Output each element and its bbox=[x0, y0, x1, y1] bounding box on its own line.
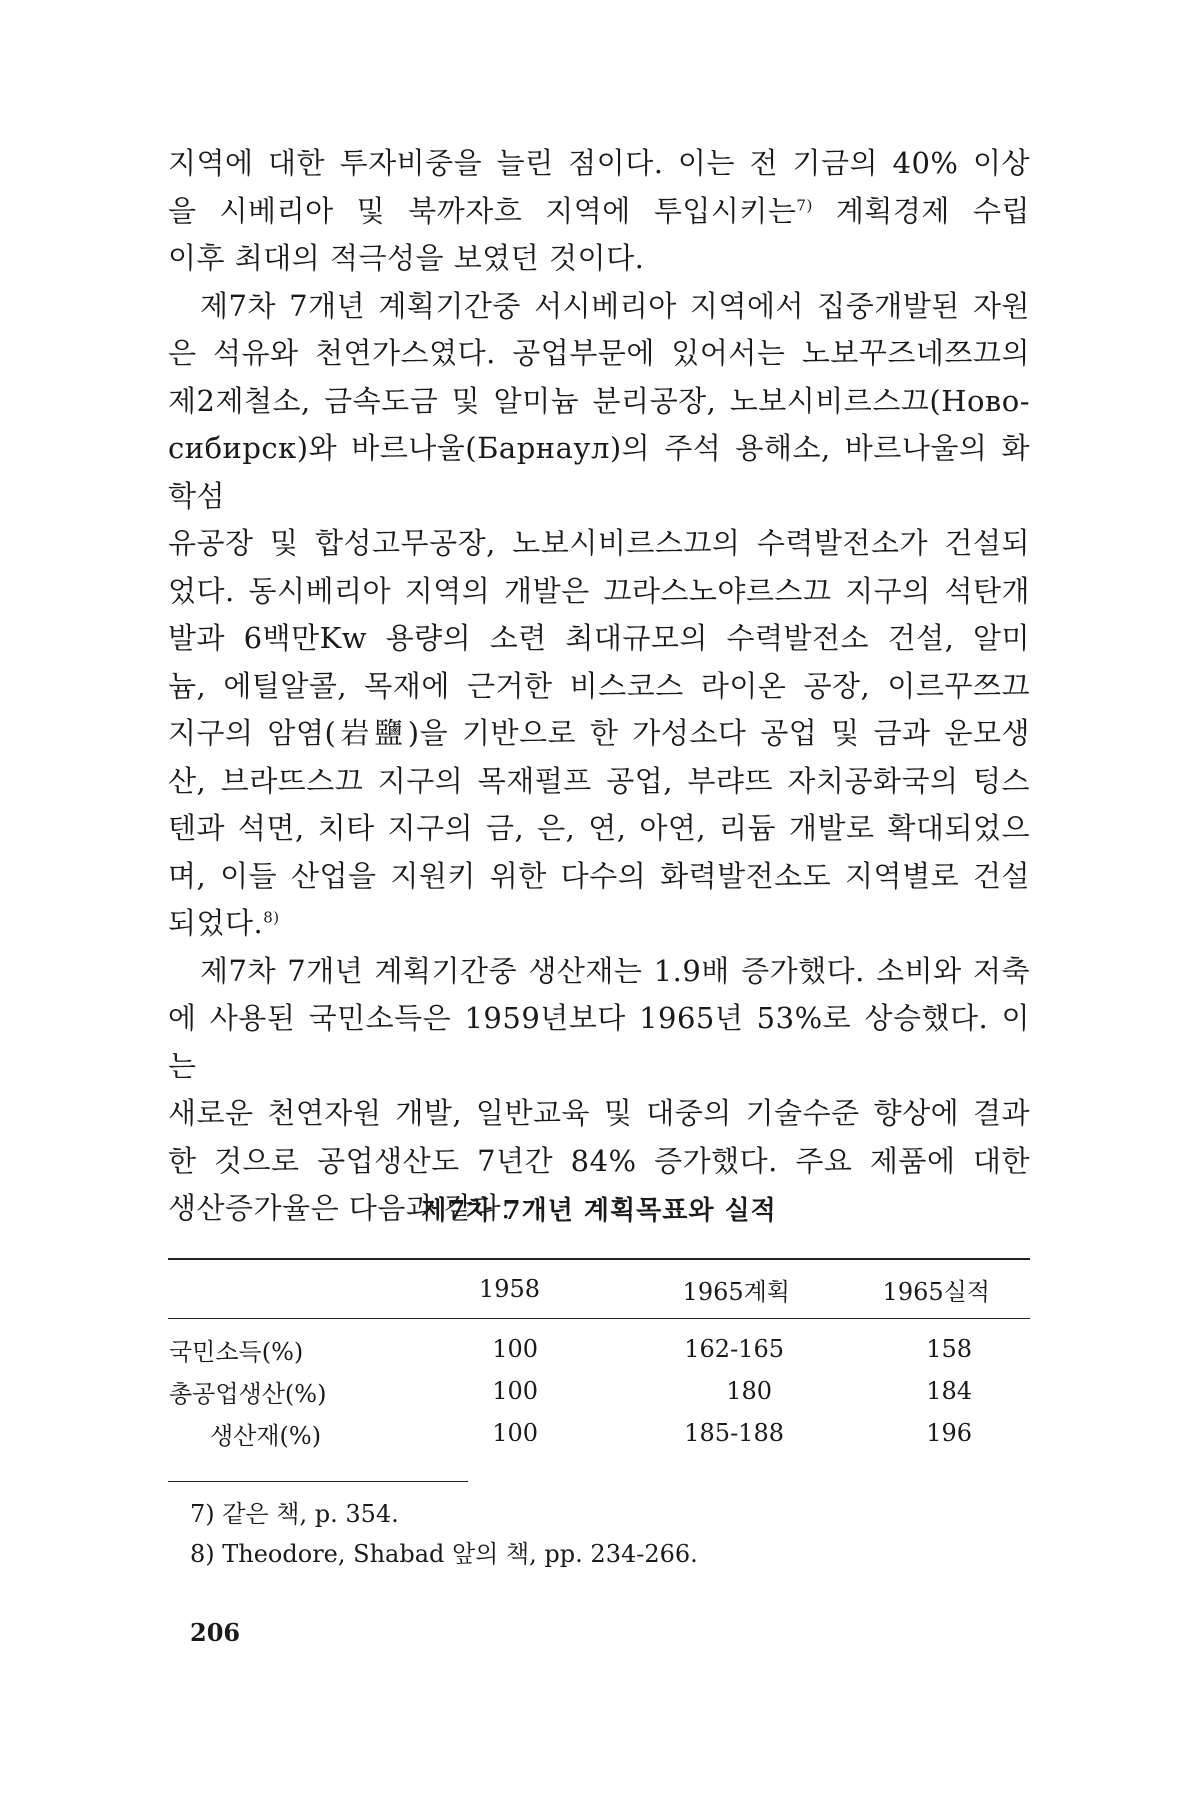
body-text bbox=[168, 140, 1030, 1233]
paragraph-line: 새로운 천연자원 개발, 일반교육 및 대중의 기술수준 향상에 결과 bbox=[168, 1096, 1030, 1130]
paragraph-line: 제7차 7개년 계획기간중 서시베리아 지역에서 집중개발된 자원 bbox=[200, 288, 1030, 323]
paragraph-line: 늄, 에틸알콜, 목재에 근거한 비스코스 라이온 공장, 이르꾸쯔끄 bbox=[168, 668, 1030, 703]
paragraph-line: 지역에 대한 투자비중을 늘린 점이다. 이는 전 기금의 40% 이상 bbox=[168, 146, 1030, 180]
table-cell: 196 bbox=[926, 1419, 972, 1447]
table-header-cell: 1965계획 bbox=[608, 1259, 808, 1319]
footnote-divider bbox=[168, 1481, 468, 1482]
footnote-mark: 8) bbox=[263, 908, 280, 927]
footnotes bbox=[190, 1494, 698, 1574]
table-title: 제7차 7개년 계획목표와 실적 bbox=[421, 1196, 777, 1226]
paragraph-line: 산, 브라뜨스끄 지구의 목재펄프 공업, 부랴뜨 자치공화국의 텅스 bbox=[168, 763, 1030, 798]
paragraph-line: 생산증가율은 다음과 같다. bbox=[168, 1191, 511, 1225]
table-cell: 162-165 bbox=[684, 1335, 784, 1363]
table-row bbox=[168, 1370, 1030, 1412]
paragraph-line: 한 것으로 공업생산도 7년간 84% 증가했다. 주요 제품에 대한 bbox=[168, 1143, 1030, 1178]
line-text: 을 시베리아 및 북까자흐 지역에 투입시키는 bbox=[168, 193, 797, 228]
table-cell: 185-188 bbox=[684, 1419, 784, 1447]
table-header-row bbox=[168, 1259, 1030, 1319]
paragraph-line: 에 사용된 국민소득은 1959년보다 1965년 53%로 상승했다. 이는 bbox=[168, 1001, 1030, 1083]
paragraph-line: сибирск)와 바르나울(Барнаул)의 주석 용해소, 바르나울의 화학섬 bbox=[168, 431, 1030, 513]
paragraph-line: 며, 이들 산업을 지원키 위한 다수의 화력발전소도 지역별로 건설 bbox=[168, 858, 1030, 893]
table-cell: 100 bbox=[492, 1377, 538, 1405]
footnote: 8) Theodore, Shabad 앞의 책, pp. 234-266. bbox=[190, 1540, 698, 1568]
data-table bbox=[168, 1258, 1030, 1454]
table-row bbox=[168, 1319, 1030, 1371]
paragraph-line: 었다. 동시베리아 지역의 개발은 끄라스노야르스끄 지구의 석탄개 bbox=[168, 573, 1030, 608]
paragraph-line bbox=[168, 900, 1030, 948]
table-cell: 158 bbox=[926, 1335, 972, 1363]
table-cell: 100 bbox=[492, 1419, 538, 1447]
table-cell: 100 bbox=[492, 1335, 538, 1363]
paragraph-line bbox=[168, 188, 1030, 236]
table-cell: 180 bbox=[726, 1377, 772, 1405]
paragraph-line: 발과 6백만Kw 용량의 소련 최대규모의 수력발전소 건설, 알미 bbox=[168, 621, 1030, 655]
table-header-cell bbox=[168, 1259, 418, 1319]
line-text: 계획경제 수립 bbox=[812, 193, 1030, 228]
paragraph-line: 제2제철소, 금속도금 및 알미늄 분리공장, 노보시비르스끄(Ново- bbox=[168, 383, 1030, 418]
table-cell: 184 bbox=[926, 1377, 972, 1405]
paragraph-line: 이후 최대의 적극성을 보였던 것이다. bbox=[168, 241, 645, 275]
page-number: 206 bbox=[190, 1618, 241, 1647]
paragraph-line: 유공장 및 합성고무공장, 노보시비르스끄의 수력발전소가 건설되 bbox=[168, 526, 1030, 560]
footnote: 7) 같은 책, p. 354. bbox=[190, 1500, 399, 1528]
paragraph-line: 제7차 7개년 계획기간중 생산재는 1.9배 증가했다. 소비와 저축 bbox=[200, 953, 1030, 988]
table-header-cell: 1965실적 bbox=[808, 1259, 1030, 1319]
row-label: 총공업생산(%) bbox=[169, 1379, 327, 1408]
row-label: 국민소득(%) bbox=[169, 1337, 304, 1366]
table-header-cell: 1958 bbox=[418, 1259, 608, 1319]
table-row bbox=[168, 1412, 1030, 1454]
paragraph-line: 지구의 암염(岩鹽)을 기반으로 한 가성소다 공업 및 금과 운모생 bbox=[168, 716, 1030, 750]
footnote-mark: 7) bbox=[796, 195, 813, 214]
row-label: 생산재(%) bbox=[210, 1421, 322, 1450]
paragraph-line: 은 석유와 천연가스였다. 공업부문에 있어서는 노보꾸즈네쯔끄의 bbox=[168, 336, 1030, 370]
line-text: 되었다. bbox=[168, 906, 264, 940]
paragraph-line: 텐과 석면, 치타 지구의 금, 은, 연, 아연, 리듐 개발로 확대되었으 bbox=[168, 811, 1030, 845]
